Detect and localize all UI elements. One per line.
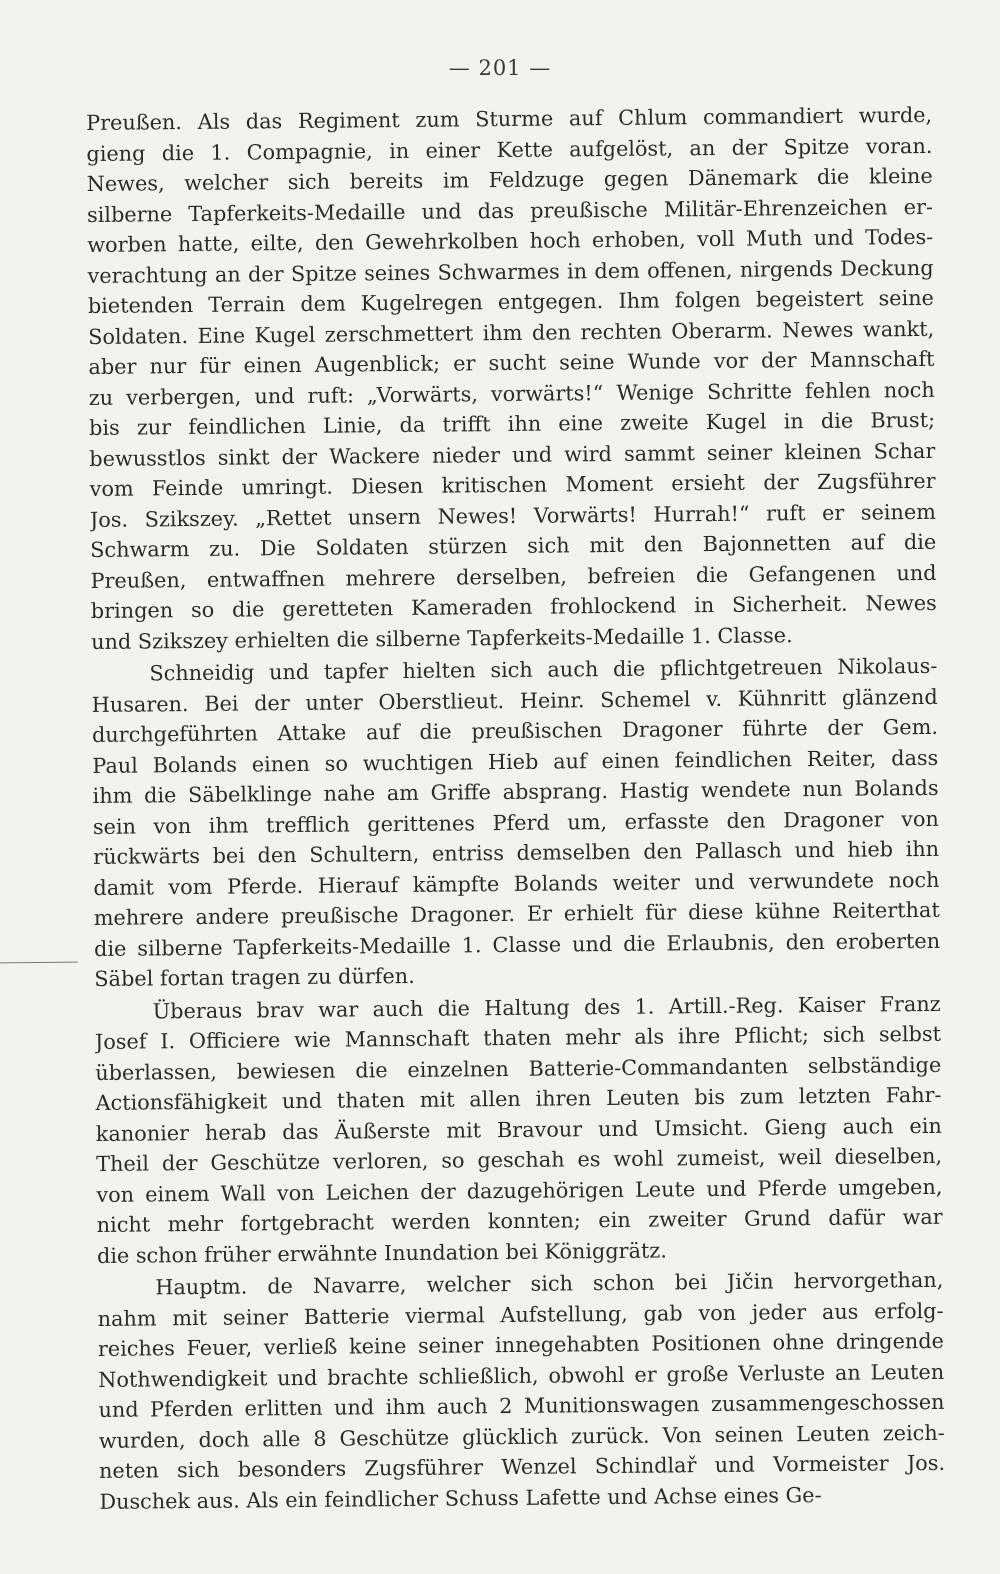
text-line: silberne Tapferkeits-Medaille und das preußische Militär-Ehrenzeichen er-: [86, 194, 934, 227]
text-line: Preußen, entwaffnen mehrere derselben, befreien die Gefangenen und: [90, 560, 937, 593]
text-line: nicht mehr fortgebracht werden konnten; ein zweiter Grund dafür war: [96, 1204, 943, 1237]
paragraph: [97, 1265, 945, 1517]
text-line: Theil der Geschütze verloren, so geschah es wohl zumeist, weil dieselben,: [96, 1143, 943, 1176]
text-line: Jos. Szikszey. „Rettet unsern Newes! Vorwärts! Hurrah!“ ruft er seinem: [89, 499, 937, 532]
text-line: aber nur für einen Augenblick; er sucht seine Wunde vor der Mannschaft: [88, 346, 935, 379]
text-line: Hauptm. de Navarre, welcher sich schon bei Jičin hervorgethan,: [155, 1267, 944, 1300]
text-line: damit vom Pferde. Hierauf kämpfte Bolands weiter und verwundete noch: [93, 867, 940, 900]
text-line: überlassen, bewiesen die einzelnen Batterie-Commandanten selbständige: [95, 1052, 942, 1085]
text-line: bewusstlos sinkt der Wackere nieder und wird sammt seiner kleinen Schar: [89, 438, 936, 471]
text-line: Preußen. Als das Regiment zum Sturme auf Chlum commandiert wurde,: [86, 102, 933, 135]
text-line: Duschek aus. Als ein feindlicher Schuss Lafette und Achse eines Ge-: [99, 1482, 822, 1514]
text-line: nahm mit seiner Batterie viermal Aufstellung, gab von jeder aus erfolg-: [97, 1298, 944, 1331]
text-line: Schwarm zu. Die Soldaten stürzen sich mit den Bajonnetten auf die: [90, 529, 937, 562]
text-line: Husaren. Bei der unter Oberstlieut. Heinr. Schemel v. Kühnritt glänzend: [91, 684, 938, 717]
text-line: Nothwendigkeit und brachte schließlich, obwohl er große Verluste an Leuten: [98, 1359, 945, 1392]
text-line: wurden, doch alle 8 Geschütze glücklich zurück. Von seinen Leuten zeich-: [98, 1420, 945, 1453]
text-line: Soldaten. Eine Kugel zerschmettert ihm den rechten Oberarm. Newes wankt,: [88, 316, 935, 349]
paragraph: [95, 988, 944, 1271]
text-line: mehrere andere preußische Dragoner. Er erhielt für diese kühne Reiterthat: [93, 897, 940, 930]
text-line: bietenden Terrain dem Kugelregen entgegen. Ihm folgen begeistert seine: [87, 285, 934, 318]
text-line: bringen so die geretteten Kameraden frohlockend in Sicherheit. Newes: [90, 590, 937, 623]
text-line: die schon früher erwähnte Inundation bei Königgrätz.: [96, 1237, 667, 1268]
text-line: die silberne Tapferkeits-Medaille 1. Classe und die Erlaubnis, den eroberten: [93, 928, 941, 961]
text-line: durchgeführten Attake auf die preußischen Dragoner führte der Gem.: [91, 714, 939, 747]
text-line: sein von ihm trefflich gerittenes Pferd um, erfasste den Dragoner von: [92, 806, 939, 839]
text-line: kanonier herab das Äußerste mit Bravour und Umsicht. Gieng auch ein: [95, 1113, 942, 1146]
text-line: und Szikszey erhielten die silberne Tapferkeits-Medaille 1. Classe.: [91, 622, 793, 654]
text-line: bis zur feindlichen Linie, da trifft ihn eine zweite Kugel in die Brust;: [88, 407, 936, 440]
text-line: vom Feinde umringt. Diesen kritischen Moment ersieht der Zugsführer: [89, 468, 936, 501]
text-line: von einem Wall von Leichen der dazugehörigen Leute und Pferde umgeben,: [96, 1174, 943, 1207]
text-line: rückwärts bei den Schultern, entriss demselben den Pallasch und hieb ihn: [93, 836, 940, 869]
text-line: neten sich besonders Zugsführer Wenzel Schindlař und Vormeister Jos.: [98, 1450, 946, 1483]
text-line: worben hatte, eilte, den Gewehrkolben hoch erhoben, voll Muth und Todes-: [87, 224, 934, 257]
text-line: reiches Feuer, verließ keine seiner innegehabten Positionen ohne dringende: [97, 1328, 944, 1361]
text-line: Schneidig und tapfer hielten sich auch die pflichtgetreuen Nikolaus-: [149, 653, 938, 686]
text-line: ihm die Säbelklinge nahe am Griffe absprang. Hastig wendete nun Bolands: [92, 775, 939, 808]
text-line: Paul Bolands einen so wuchtigen Hieb auf einen feindlichen Reiter, dass: [92, 745, 939, 778]
text-line: gieng die 1. Compagnie, in einer Kette aufgelöst, an der Spitze voran.: [86, 133, 933, 166]
text-line: und Pferden erlitten und ihm auch 2 Munitionswagen zusammengeschossen: [98, 1389, 945, 1422]
page-number: — 201 —: [448, 56, 552, 80]
paragraph: [91, 651, 940, 995]
text-line: Actionsfähigkeit und thaten mit allen ihren Leuten bis zum letzten Fahr-: [95, 1082, 942, 1115]
text-line: Säbel fortan tragen zu dürfen.: [94, 963, 415, 991]
body-text: [86, 100, 945, 1517]
text-line: zu verbergen, und ruft: „Vorwärts, vorwärts!“ Wenige Schritte fehlen noch: [88, 377, 935, 410]
text-line: verachtung an der Spitze seines Schwarmes in dem offenen, nirgends Deckung: [87, 255, 934, 288]
paragraph: [86, 100, 937, 657]
text-line: Newes, welcher sich bereits im Feldzuge gegen Dänemark die kleine: [86, 163, 933, 196]
text-line: Josef I. Officiere wie Mannschaft thaten mehr als ihre Pflicht; sich selbst: [94, 1021, 942, 1054]
text-line: Überaus brav war auch die Haltung des 1. Artill.-Reg. Kaiser Franz: [152, 991, 941, 1023]
margin-pencil-mark: [0, 962, 78, 964]
